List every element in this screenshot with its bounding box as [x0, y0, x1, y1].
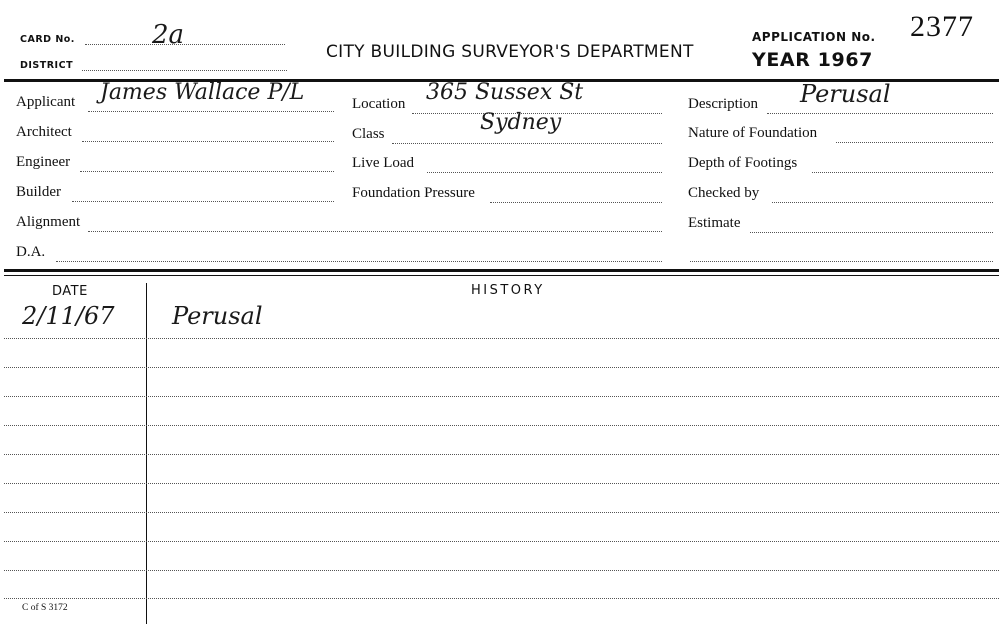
- class-line: [392, 143, 662, 144]
- applicant-value: James Wallace P/L: [100, 80, 305, 105]
- district-line: [82, 70, 287, 71]
- da-line: [56, 261, 662, 262]
- location-label: Location: [352, 96, 406, 112]
- year-label: YEAR 1967: [752, 49, 873, 71]
- date-column-header: DATE: [52, 284, 88, 299]
- history-rule-8: [4, 541, 999, 542]
- applicant-label: Applicant: [16, 94, 76, 110]
- alignment-label: Alignment: [16, 214, 81, 230]
- estimate-line: [750, 232, 993, 233]
- history-rule-9: [4, 570, 999, 571]
- checked-by-line: [772, 202, 993, 203]
- description-label: Description: [688, 96, 758, 112]
- foundation-pressure-label: Foundation Pressure: [352, 185, 475, 201]
- card-no-value: 2a: [152, 20, 185, 50]
- history-rule-7: [4, 512, 999, 513]
- history-rule-5: [4, 454, 999, 455]
- estimate-label: Estimate: [688, 215, 741, 231]
- location-value-line2: Sydney: [480, 110, 562, 135]
- depth-of-footings-label: Depth of Footings: [688, 155, 798, 171]
- history-rule-6: [4, 483, 999, 484]
- card-no-line: [85, 44, 285, 45]
- application-no-value: 2377: [910, 10, 974, 43]
- district-label: DISTRICT: [20, 60, 74, 71]
- live-load-label: Live Load: [352, 155, 415, 171]
- builder-label: Builder: [16, 184, 61, 200]
- description-line: [767, 113, 993, 114]
- da-label: D.A.: [16, 244, 46, 260]
- middle-rule-lower: [4, 275, 999, 276]
- applicant-line: [88, 111, 334, 112]
- history-rule-2: [4, 367, 999, 368]
- card-no-label: CARD No.: [20, 34, 75, 45]
- engineer-line: [80, 171, 334, 172]
- middle-rule-upper: [4, 269, 999, 272]
- nature-of-foundation-label: Nature of Foundation: [688, 125, 818, 141]
- nature-of-foundation-line: [836, 142, 993, 143]
- architect-line: [82, 141, 334, 142]
- blank-line: [690, 261, 993, 262]
- architect-label: Architect: [16, 124, 72, 140]
- application-no-label: APPLICATION No.: [752, 30, 876, 44]
- class-label: Class: [352, 126, 385, 142]
- history-rule-10: [4, 598, 999, 599]
- history-column-header: HISTORY: [471, 283, 545, 298]
- live-load-line: [427, 172, 662, 173]
- history-rule-4: [4, 425, 999, 426]
- history-date: 2/11/67: [22, 302, 115, 330]
- builder-line: [72, 201, 334, 202]
- form-code: C of S 3172: [22, 603, 68, 613]
- depth-of-footings-line: [812, 172, 993, 173]
- history-rule-1: [4, 338, 999, 339]
- history-entry: Perusal: [172, 302, 263, 330]
- description-value: Perusal: [800, 80, 891, 108]
- alignment-line: [88, 231, 662, 232]
- foundation-pressure-line: [490, 202, 662, 203]
- department-title: CITY BUILDING SURVEYOR'S DEPARTMENT: [326, 42, 694, 62]
- checked-by-label: Checked by: [688, 185, 760, 201]
- engineer-label: Engineer: [16, 154, 71, 170]
- history-rule-3: [4, 396, 999, 397]
- location-value: 365 Sussex St: [426, 80, 584, 105]
